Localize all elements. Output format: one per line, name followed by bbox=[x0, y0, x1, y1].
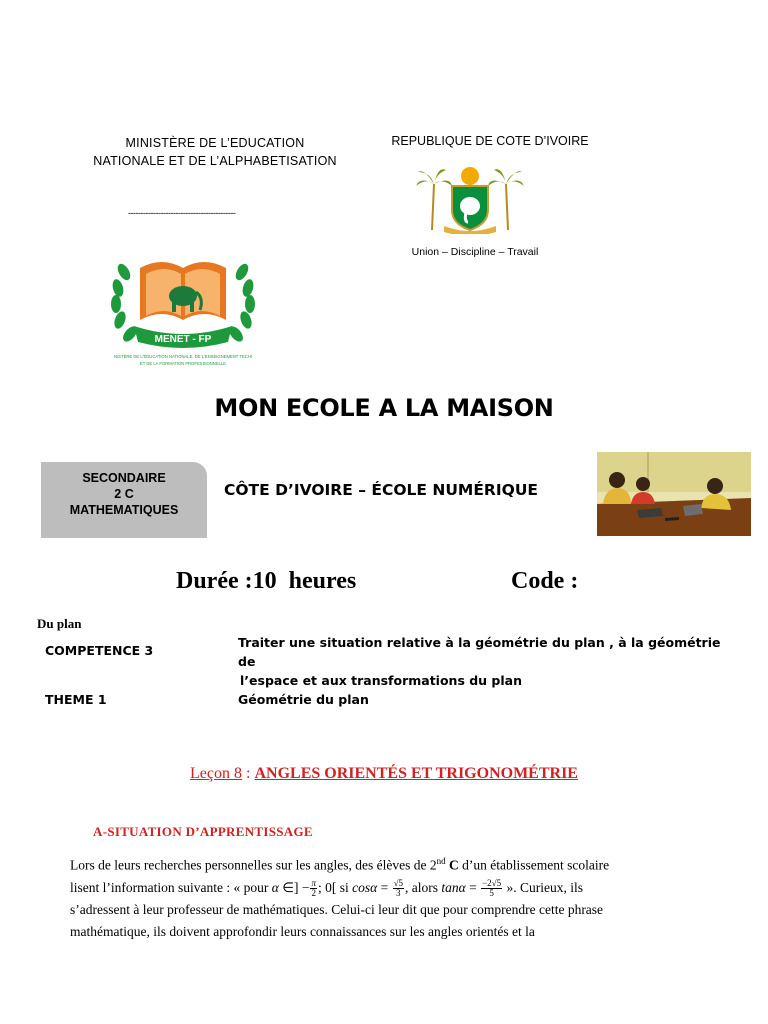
situation-paragraph bbox=[70, 850, 710, 943]
badge-level: SECONDAIRE bbox=[82, 471, 166, 485]
duration-label: Durée :10 heures bbox=[176, 568, 357, 594]
menet-logo-caption2: ET DE LA FORMATION PROFESSIONNELLE bbox=[139, 361, 227, 366]
theme-label: THEME 1 bbox=[45, 692, 107, 707]
menet-logo-text: MENET - FP bbox=[154, 334, 212, 345]
competence-line2: l’espace et aux transformations du plan bbox=[240, 673, 522, 688]
menet-fp-logo-icon bbox=[104, 242, 262, 372]
competence-text bbox=[238, 633, 728, 690]
competence-line1: Traiter une situation relative à la géométrie du plan , à la géométrie de bbox=[238, 635, 721, 669]
lesson-title bbox=[0, 765, 768, 783]
paragraph-line3: s’adressent à leur professeur de mathématiques. Celui-ci leur dit que pour comprendre cette phrase bbox=[70, 901, 604, 917]
students-at-computers-illustration bbox=[597, 452, 751, 536]
lesson-colon: : bbox=[242, 765, 255, 782]
ministry-separator: ------------------------------------------- bbox=[128, 208, 236, 218]
republic-heading: REPUBLIQUE DE COTE D’IVOIRE bbox=[391, 134, 589, 148]
paragraph-line4: mathématique, ils doivent approfondir leurs connaissances sur les angles orientés et la bbox=[70, 923, 535, 939]
badge-class: 2 C bbox=[114, 487, 134, 501]
lesson-number: Leçon 8 bbox=[190, 765, 243, 782]
competence-label: COMPETENCE 3 bbox=[45, 643, 154, 658]
ministry-line1: MINISTÈRE DE L’EDUCATION bbox=[125, 136, 305, 150]
situation-heading: A-SITUATION D’APPRENTISSAGE bbox=[93, 824, 313, 839]
du-plan-text: Du plan bbox=[37, 616, 82, 631]
national-motto: Union – Discipline – Travail bbox=[411, 246, 539, 258]
theme-text: Géométrie du plan bbox=[238, 692, 369, 707]
page-title: MON ECOLE A LA MAISON bbox=[214, 394, 554, 422]
ecole-numerique-heading: CÔTE D’IVOIRE – ÉCOLE NUMÉRIQUE bbox=[224, 481, 538, 499]
lesson-name: ANGLES ORIENTÉS ET TRIGONOMÉTRIE bbox=[254, 765, 578, 782]
coat-of-arms-icon bbox=[416, 162, 524, 234]
badge-subject: MATHEMATIQUES bbox=[69, 503, 179, 517]
ministry-heading bbox=[30, 134, 400, 170]
ministry-line2: NATIONALE ET DE L’ALPHABETISATION bbox=[93, 154, 337, 168]
paragraph-line1: Lors de leurs recherches personnelles sur les angles, des élèves de 2nd C d’un établissement scolaire bbox=[70, 856, 610, 873]
level-badge bbox=[41, 462, 207, 538]
paragraph-line2: lisent l’information suivante : « pour α ∈] − $\frac{\pi}{2}$ ; 0[ si cosα = $\frac{√5}{3}$ , alors tanα = $\frac{-2√5}{5}$ ». Curieux, ils bbox=[70, 877, 583, 898]
menet-logo-caption1: NISTÈRE DE L'ÉDUCATION NATIONALE, DE L'ENSEIGNEMENT TECHI bbox=[114, 354, 252, 359]
code-label: Code : bbox=[511, 568, 579, 594]
